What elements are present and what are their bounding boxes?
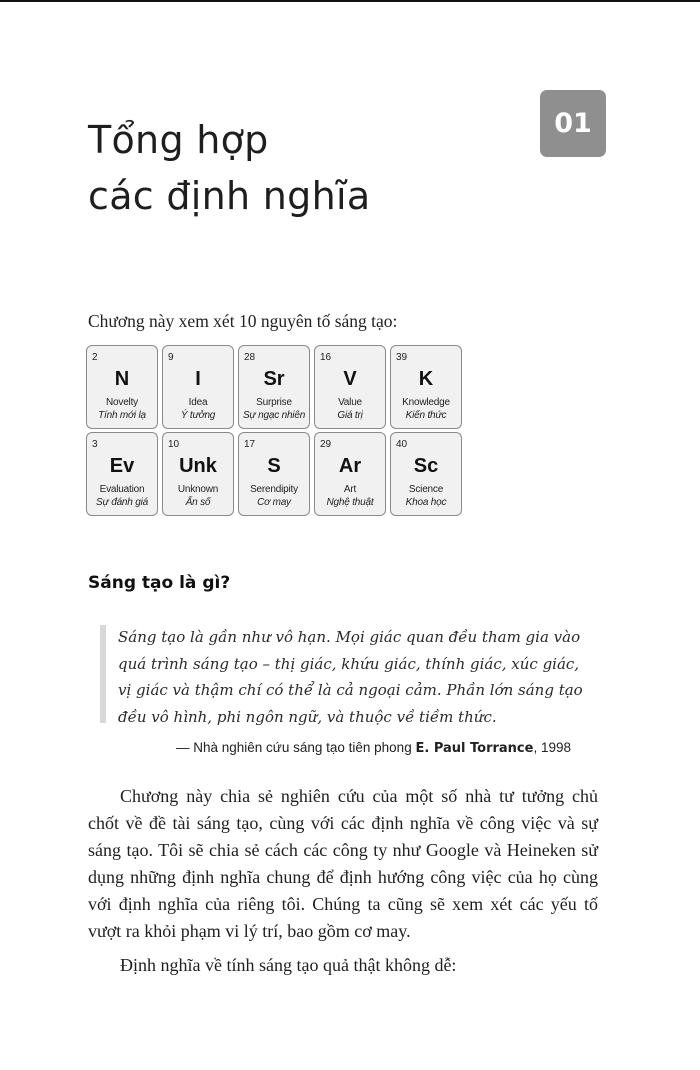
body-paragraph bbox=[88, 783, 598, 945]
element-number: 16 bbox=[320, 352, 332, 363]
element-symbol: Ar bbox=[338, 455, 362, 477]
quote-line: đều vô hình, phi ngôn ngữ, và thuộc về tiềm thức. bbox=[118, 707, 497, 726]
body-line: Chương này chia sẻ nghiên cứu của một số nhà tư tưởng chủ bbox=[120, 786, 598, 806]
body-line: dụng những định nghĩa chung để định hướng công việc của họ cùng bbox=[88, 867, 598, 887]
top-rule bbox=[0, 0, 700, 2]
element-symbol: Sc bbox=[413, 455, 439, 477]
element-vietnamese-name: Ý tưởng bbox=[180, 410, 216, 421]
quote-bar bbox=[100, 625, 106, 723]
element-vietnamese-name: Tính mới lạ bbox=[98, 410, 146, 421]
element-english-name: Knowledge bbox=[402, 397, 450, 408]
element-tile bbox=[162, 345, 234, 429]
element-number: 17 bbox=[244, 439, 256, 450]
element-symbol: Sr bbox=[263, 368, 285, 390]
body-line: chốt về đề tài sáng tạo, cùng với các định nghĩa về công việc và sự bbox=[88, 813, 598, 833]
element-vietnamese-name: Sự ngạc nhiên bbox=[242, 410, 306, 421]
element-tile bbox=[238, 345, 310, 429]
element-number: 10 bbox=[168, 439, 180, 450]
element-vietnamese-name: Ẩn số bbox=[185, 497, 211, 508]
quote-line: Sáng tạo là gần như vô hạn. Mọi giác quan đều tham gia vào bbox=[118, 628, 581, 646]
element-tile bbox=[238, 432, 310, 516]
body-line: vượt ra khỏi phạm vi lý trí, bao gồm cơ may. bbox=[88, 921, 411, 941]
element-english-name: Surprise bbox=[256, 397, 292, 408]
element-symbol: I bbox=[195, 368, 201, 390]
element-tile bbox=[390, 432, 462, 516]
element-tile bbox=[162, 432, 234, 516]
section-heading: Sáng tạo là gì? bbox=[88, 573, 231, 593]
element-tile bbox=[390, 345, 462, 429]
closing-line: Định nghĩa về tính sáng tạo quả thật không dễ: bbox=[120, 955, 457, 975]
element-tile bbox=[86, 345, 158, 429]
intro-text: Chương này xem xét 10 nguyên tố sáng tạo: bbox=[88, 311, 398, 331]
block-quote bbox=[118, 624, 588, 730]
chapter-title-line-2: các định nghĩa bbox=[88, 174, 371, 218]
element-english-name: Evaluation bbox=[99, 484, 145, 495]
element-english-name: Serendipity bbox=[250, 484, 298, 495]
element-tile bbox=[314, 345, 386, 429]
attribution-prefix: — Nhà nghiên cứu sáng tạo tiên phong bbox=[176, 740, 412, 755]
element-vietnamese-name: Giá trị bbox=[337, 410, 363, 421]
element-tile bbox=[314, 432, 386, 516]
element-number: 40 bbox=[396, 439, 408, 450]
element-number: 29 bbox=[320, 439, 332, 450]
element-number: 28 bbox=[244, 352, 256, 363]
element-tile bbox=[86, 432, 158, 516]
element-number: 9 bbox=[168, 352, 174, 363]
periodic-elements-grid bbox=[86, 345, 462, 516]
element-vietnamese-name: Khoa học bbox=[405, 497, 447, 508]
element-vietnamese-name: Cơ may bbox=[257, 497, 291, 508]
element-symbol: K bbox=[418, 368, 434, 390]
body-line: với định nghĩa của riêng tôi. Chúng ta cũng sẽ xem xét các yếu tố bbox=[88, 894, 598, 914]
chapter-title-line-1: Tổng hợp bbox=[88, 118, 269, 162]
element-english-name: Art bbox=[343, 484, 357, 495]
quote-line: quá trình sáng tạo – thị giác, khứu giác, thính giác, xúc giác, bbox=[118, 654, 580, 673]
chapter-title bbox=[88, 112, 508, 224]
body-line: sáng tạo. Tôi sẽ chia sẻ cách các công ty như Google và Heineken sử bbox=[88, 840, 598, 860]
attribution-name: E. Paul Torrance bbox=[415, 741, 534, 756]
element-english-name: Unknown bbox=[177, 484, 219, 495]
element-vietnamese-name: Nghệ thuật bbox=[326, 497, 374, 508]
element-number: 39 bbox=[396, 352, 408, 363]
element-vietnamese-name: Sự đánh giá bbox=[96, 497, 148, 508]
chapter-number-badge: 01 bbox=[540, 90, 606, 157]
element-symbol: V bbox=[343, 368, 357, 390]
quote-line: vị giác và thậm chí có thể là cả ngoại cảm. Phần lớn sáng tạo bbox=[118, 681, 583, 699]
element-vietnamese-name: Kiến thức bbox=[405, 410, 447, 421]
element-english-name: Science bbox=[408, 484, 444, 495]
element-number: 3 bbox=[92, 439, 98, 450]
element-symbol: N bbox=[114, 368, 130, 390]
element-number: 2 bbox=[92, 352, 98, 363]
element-symbol: Ev bbox=[109, 455, 135, 477]
element-english-name: Value bbox=[338, 397, 362, 408]
element-symbol: S bbox=[267, 455, 281, 477]
quote-attribution bbox=[176, 740, 571, 756]
attribution-year: , 1998 bbox=[533, 740, 571, 755]
element-english-name: Novelty bbox=[106, 397, 138, 408]
element-english-name: Idea bbox=[188, 397, 208, 408]
element-symbol: Unk bbox=[179, 455, 217, 477]
